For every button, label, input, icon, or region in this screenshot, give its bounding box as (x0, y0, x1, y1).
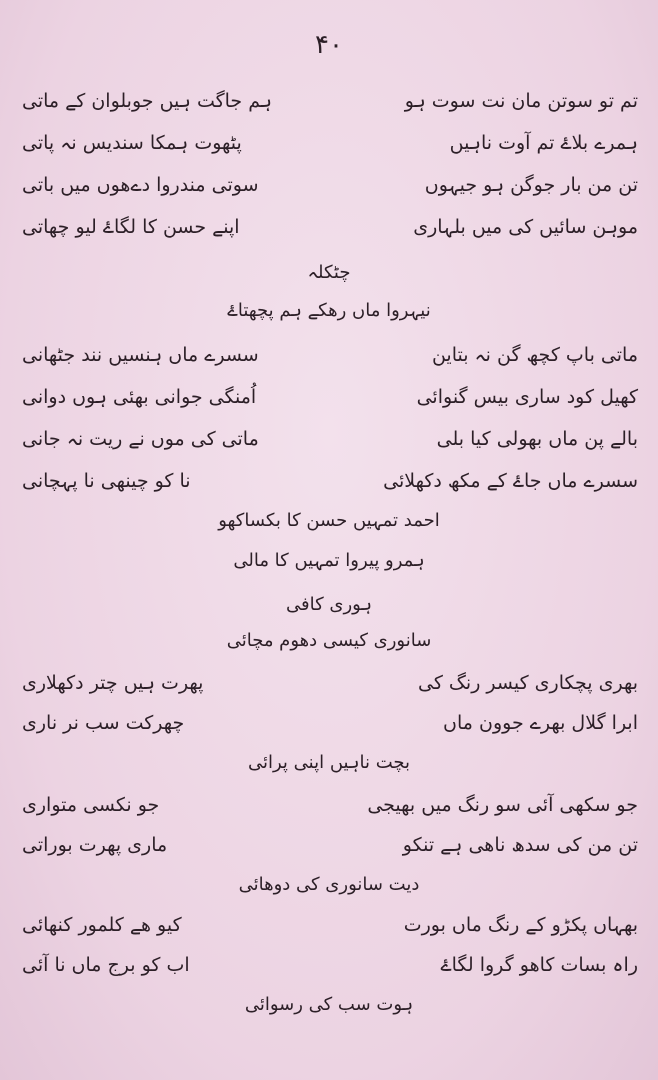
section-heading: چٹکلہ (307, 262, 351, 283)
verse-line (22, 132, 638, 166)
hemistich-first: ابرا گلال بھرے جوون ماں (443, 712, 638, 734)
section-subheading: نیہروا ماں رھکے ہم پچھتاۓ (227, 300, 431, 321)
hemistich-second: پٹھوت ہمکا سندیس نہ پاتی (22, 132, 242, 154)
verse-line (22, 834, 638, 868)
verse-line (22, 428, 638, 462)
hemistich-first: بھہاں پکڑو کے رنگ ماں بورت (403, 914, 638, 936)
verse-line (22, 794, 638, 828)
verse-line (22, 954, 638, 988)
refrain-line: ہوت سب کی رسوائی (244, 994, 414, 1015)
closing-line: احمد تمہیں حسن کا بکساکھو (218, 510, 440, 531)
verse-line (22, 914, 638, 948)
hemistich-second: چھرکت سب نر ناری (22, 712, 185, 734)
hemistich-second: پھرت ہیں چتر دکھلاری (22, 672, 204, 694)
hemistich-first: کھیل کود ساری بیس گنوائی (416, 386, 638, 408)
hemistich-second: سسرے ماں ہنسیں نند جٹھانی (22, 344, 259, 366)
hemistich-first: سسرے ماں جاۓ کے مکھ دکھلائی (383, 470, 638, 492)
hemistich-second: ہم جاگت ہیں جوبلوان کے ماتی (22, 90, 272, 112)
hemistich-first: بالے پن ماں بھولی کیا بلی (436, 428, 638, 450)
hemistich-first: ہمرے بلاۓ تم آوت ناہیں (449, 132, 638, 154)
hemistich-second: سوتی مندروا دےھوں میں باتی (22, 174, 259, 196)
hemistich-second: ماری پھرت بوراتی (22, 834, 168, 856)
hemistich-second: نا کو چینھی نا پہچانی (22, 470, 191, 492)
verse-line (22, 470, 638, 504)
hemistich-first: تن من بار جوگن ہو جیہوں (424, 174, 638, 196)
hemistich-second: اب کو برج ماں نا آئی (22, 954, 190, 976)
hemistich-second: ماتی کی موں نے ریت نہ جانی (22, 428, 259, 450)
hemistich-first: تن من کی سدھ ناھی ہے تنکو (402, 834, 638, 856)
hemistich-first: ماتی باپ کچھ گن نہ بتاین (431, 344, 638, 366)
hemistich-second: اُمنگی جوانی بھئی ہوں دوانی (22, 386, 257, 408)
hemistich-first: راہ بسات کاھو گروا لگاۓ (440, 954, 638, 976)
hemistich-first: جو سکھی آئی سو رنگ میں بھیجی (367, 794, 638, 816)
verse-line (22, 90, 638, 124)
refrain-line: دیت سانوری کی دوھائی (238, 874, 420, 895)
verse-line (22, 344, 638, 378)
closing-line: ہمرو پیروا تمہیں کا مالی (233, 550, 425, 571)
verse-line (22, 672, 638, 706)
verse-line (22, 174, 638, 208)
verse-line (22, 386, 638, 420)
page-number: ۴۰ (315, 30, 343, 60)
section-heading: ہوری کافی (285, 594, 372, 615)
refrain-line: بچت ناہیں اپنی پرائی (247, 752, 411, 773)
hemistich-second: اپنے حسن کا لگاۓ لیو چھاتی (22, 216, 240, 238)
hemistich-second: کیو ھے کلمور کنھائی (22, 914, 182, 936)
hemistich-first: تم تو سوتن مان نت سوت ہو (404, 90, 638, 112)
verse-line (22, 712, 638, 746)
hemistich-second: جو نکسی متواری (22, 794, 160, 816)
hemistich-first: موہن سائیں کی میں بلہاری (413, 216, 638, 238)
verse-line (22, 216, 638, 250)
hemistich-first: بھری پچکاری کیسر رنگ کی (417, 672, 638, 694)
section-subheading: سانوری کیسی دھوم مچائی (226, 630, 432, 651)
